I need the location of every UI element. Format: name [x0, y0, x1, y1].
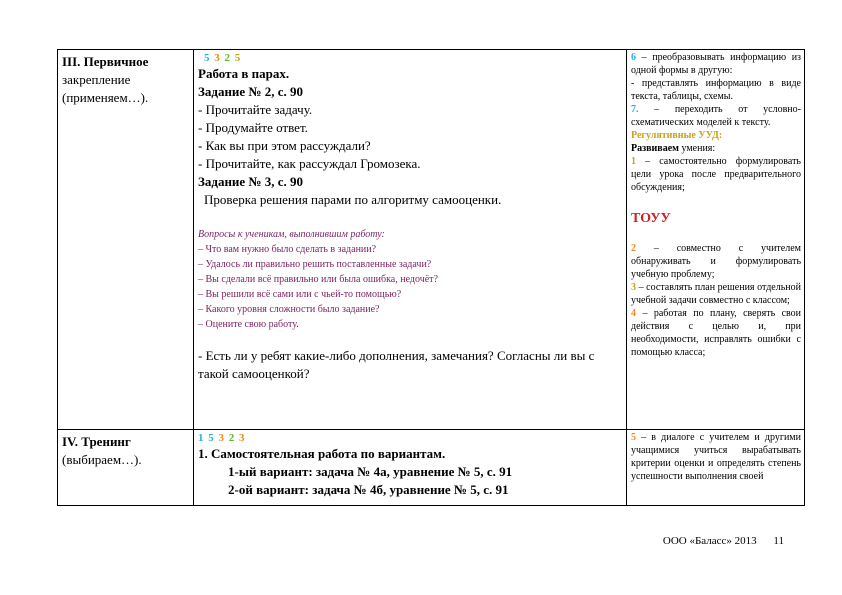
activity-line: 1. Самостоятельная работа по вариантам.: [198, 446, 446, 461]
uud-item: 1 – самостоятельно формулировать цели урока после предварительного обсуждения;: [631, 156, 801, 193]
question-line: – Что вам нужно было сделать в задании?: [198, 244, 377, 255]
stage-cell: [58, 430, 194, 506]
activity-cell: [194, 430, 627, 506]
activity-line: Задание № 3, с. 90: [198, 174, 304, 189]
uud-item: Развиваем умения:: [631, 143, 716, 154]
stage-cell: [58, 50, 194, 430]
question-line: – Вы сделали всё правильно или была ошибка, недочёт?: [198, 274, 438, 285]
activity-line: Работа в парах.: [198, 66, 290, 81]
uud-cell: [627, 50, 805, 430]
activity-line: Проверка решения парами по алгоритму самооценки.: [204, 192, 502, 207]
uud-cell: [627, 430, 805, 506]
table-row: [58, 50, 805, 430]
task-number: 5: [234, 52, 242, 64]
question-line: – Удалось ли правильно решить поставленные задачи?: [198, 259, 432, 270]
regulative-uud-header: Регулятивные УУД:: [631, 130, 723, 141]
task-number: 1: [198, 432, 205, 444]
task-number: 2: [224, 52, 231, 64]
uud-item: 4 – работая по плану, сверять свои действия с целью и, при необходимости, исправлять ошибки с помощью класса;: [631, 308, 802, 358]
task-number: 5: [204, 52, 211, 64]
activity-line: - Прочитайте, как рассуждал Громозека.: [198, 156, 421, 171]
activity-cell: [194, 50, 627, 430]
stage-title: III. Первичное закрепление (применяем…).: [62, 54, 149, 105]
touu-heading: ТОУУ: [631, 211, 671, 226]
question-line: – Какого уровня сложности было задание?: [198, 304, 380, 315]
table-row: [58, 430, 805, 506]
activity-line: - Продумайте ответ.: [198, 120, 308, 135]
task-number: 3: [239, 432, 246, 444]
question-line: – Вы решили всё сами или с чьей-то помощью?: [198, 289, 402, 300]
task-number: 3: [214, 52, 221, 64]
task-number: 2: [228, 432, 236, 444]
activity-line: 2-ой вариант: задача № 4б, уравнение № 5, с. 91: [228, 482, 509, 497]
lesson-table: [57, 49, 805, 506]
footer-company: ООО «Баласс» 2013: [662, 535, 757, 547]
closing-question: - Есть ли у ребят какие-либо дополнения, замечания? Согласны ли вы с такой самооценкой?: [198, 348, 595, 381]
page-footer: [663, 534, 784, 548]
uud-item: - представлять информацию в виде текста, таблицы, схемы.: [631, 78, 801, 102]
activity-line: - Прочитайте задачу.: [198, 102, 313, 117]
task-numbers: [198, 432, 622, 445]
task-number: 3: [218, 432, 225, 444]
stage-title: IV. Тренинг (выбираем…).: [62, 434, 142, 467]
uud-item: 6 – преобразовывать информацию из одной формы в другую:: [631, 52, 801, 76]
uud-item: 5 – в диалоге с учителем и другими учащимися учиться вырабатывать критерии оценки и определять степень успешности выполнения своей: [631, 432, 801, 482]
page-number: 11: [773, 535, 784, 547]
activity-line: - Как вы при этом рассуждали?: [198, 138, 371, 153]
activity-line: 1-ый вариант: задача № 4а, уравнение № 5, с. 91: [228, 464, 513, 479]
questions-header: Вопросы к ученикам, выполнившим работу:: [198, 229, 385, 240]
uud-item: 7. – переходить от условно-схематических моделей к тексту.: [631, 104, 801, 128]
task-number: 5: [208, 432, 215, 444]
question-line: – Оцените свою работу.: [198, 319, 299, 330]
uud-item: 2 – совместно с учителем обнаруживать и формулировать учебную проблему;: [631, 243, 801, 280]
uud-item: 3 – составлять план решения отдельной учебной задачи совместно с классом;: [631, 282, 801, 306]
activity-line: Задание № 2, с. 90: [198, 84, 304, 99]
task-numbers: [198, 52, 622, 65]
